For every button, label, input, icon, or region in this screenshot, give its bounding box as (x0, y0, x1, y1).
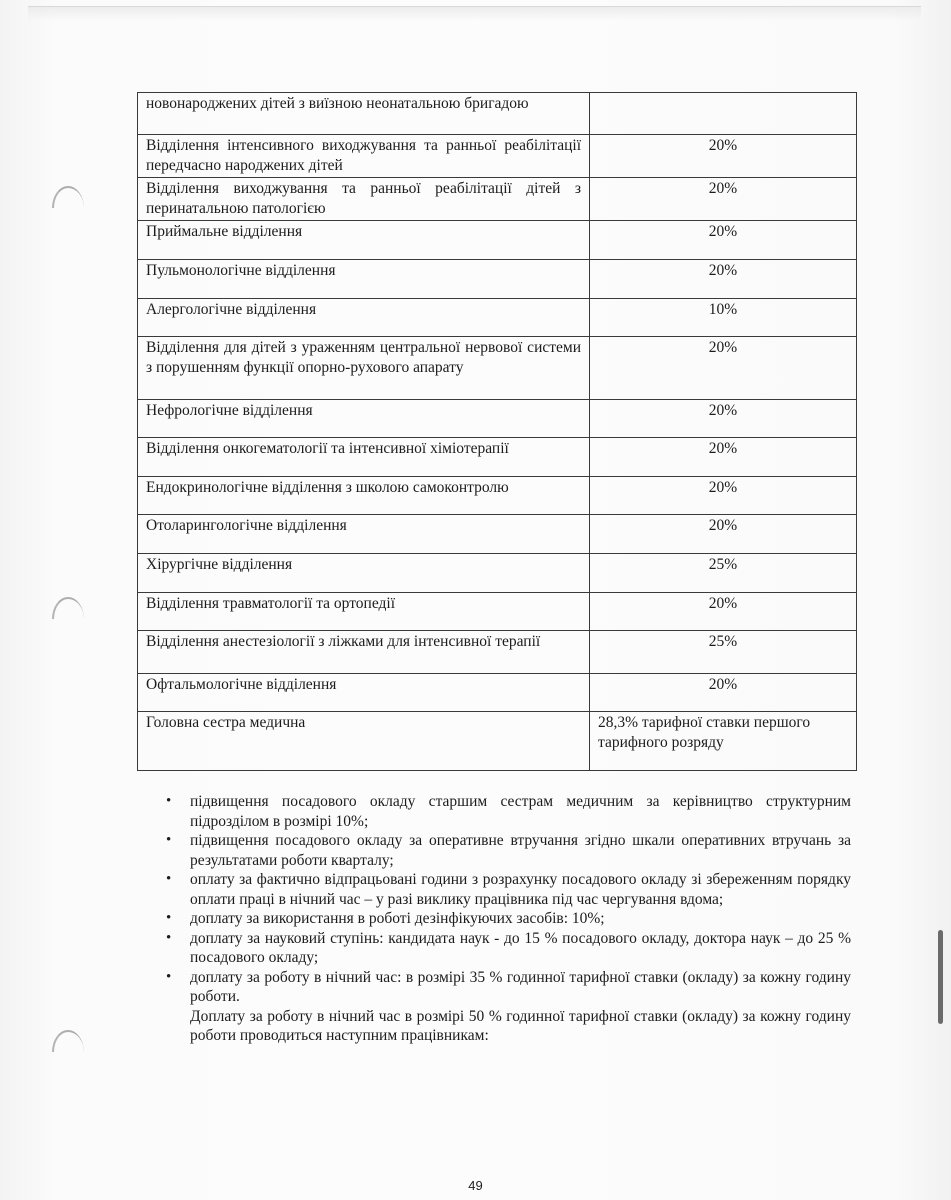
table-row (138, 400, 857, 438)
bullet-symbol: • (166, 910, 172, 926)
punch-hole-bottom (52, 1030, 84, 1052)
table-row (138, 135, 857, 178)
list-item (166, 792, 851, 831)
list-item (166, 870, 851, 909)
table-row (138, 299, 857, 337)
rate-value: 10% (590, 299, 857, 337)
department-rates-table (137, 92, 857, 771)
list-item-text: підвищення посадового окладу за оперативне втручання згідно шкали оперативних втручань за результатами роботи кварталу; (190, 832, 851, 869)
department-name: Відділення травматології та ортопедії (138, 593, 590, 631)
rate-value: 20% (590, 337, 857, 400)
department-name: Офтальмологічне відділення (138, 674, 590, 712)
department-name: Алергологічне відділення (138, 299, 590, 337)
department-name: Ендокринологічне відділення з школою самоконтролю (138, 477, 590, 515)
rate-value: 20% (590, 135, 857, 178)
table-row (138, 260, 857, 299)
table-row (138, 593, 857, 631)
department-name: Відділення виходжування та ранньої реабілітації дітей з перинатальною патологією (138, 178, 590, 221)
rate-value: 20% (590, 260, 857, 299)
department-name: Хірургічне відділення (138, 554, 590, 593)
rate-value: 20% (590, 477, 857, 515)
table-row (138, 554, 857, 593)
table-row (138, 674, 857, 712)
rate-value: 25% (590, 631, 857, 674)
rate-value (590, 93, 857, 135)
rate-value: 20% (590, 593, 857, 631)
table-row (138, 712, 857, 771)
department-name: Отоларингологічне відділення (138, 515, 590, 554)
table-row (138, 438, 857, 477)
department-name: Приймальне відділення (138, 221, 590, 260)
rate-value: 28,3% тарифної ставки першого тарифного розряду (590, 712, 857, 771)
bullet-symbol: • (166, 929, 172, 946)
table-row (138, 93, 857, 135)
rate-value: 20% (590, 400, 857, 438)
list-item-text: доплату за роботу в нічний час: в розмірі 35 % годинної тарифної ставки (окладу) за кожну годину роботи. (190, 968, 851, 1005)
department-name: Відділення для дітей з ураженням центральної нервової системи з порушенням функції опорно-рухового апарату (138, 337, 590, 400)
rate-value: 20% (590, 221, 857, 260)
table-row (138, 337, 857, 400)
list-item (166, 968, 851, 1046)
table-row (138, 631, 857, 674)
table-row (138, 178, 857, 221)
department-name: новонароджених дітей з виїзною неонатальною бригадою (138, 93, 590, 135)
department-name: Відділення анестезіології з ліжками для інтенсивної терапії (138, 631, 590, 674)
page-number: 49 (468, 1178, 483, 1193)
list-item (166, 831, 851, 870)
list-item (166, 909, 851, 929)
scrollbar-thumb[interactable] (938, 930, 943, 1024)
rate-value: 20% (590, 515, 857, 554)
rate-value: 25% (590, 554, 857, 593)
payment-terms-list (166, 792, 851, 1046)
department-name: Відділення онкогематології та інтенсивної хіміотерапії (138, 438, 590, 477)
rate-value: 20% (590, 674, 857, 712)
department-name: Пульмонологічне відділення (138, 260, 590, 299)
department-name: Відділення інтенсивного виходжування та ранньої реабілітації передчасно народжених дітей (138, 135, 590, 178)
bullet-symbol: • (166, 793, 172, 809)
table-row (138, 477, 857, 515)
punch-hole-middle (52, 597, 84, 619)
rate-value: 20% (590, 178, 857, 221)
table-row (138, 515, 857, 554)
punch-hole-top (52, 186, 84, 208)
rate-value: 20% (590, 438, 857, 477)
department-name: Нефрологічне відділення (138, 400, 590, 438)
table-row (138, 221, 857, 260)
list-item-text: доплату за науковий ступінь: кандидата наук - до 15 % посадового окладу, доктора наук – до 25 % посадового окладу; (190, 929, 851, 966)
list-item-text: оплату за фактично відпрацьовані години з розрахунку посадового окладу зі збереженням порядку оплати праці в нічний час – у разі виклику працівника під час чергування вдома; (190, 871, 851, 908)
page-top-edge (28, 6, 921, 21)
list-item-continuation: Доплату за роботу в нічний час в розмірі 50 % годинної тарифної ставки (окладу) за кожну годину роботи проводиться наступним працівникам: (190, 1007, 851, 1044)
list-item (166, 929, 851, 968)
department-name: Головна сестра медична (138, 712, 590, 771)
list-item-text: підвищення посадового окладу старшим сестрам медичним за керівництво структурним підрозділом в розмірі 10%; (190, 793, 851, 830)
list-item-text: доплату за використання в роботі дезінфікуючих засобів: 10%; (190, 910, 605, 927)
bullet-symbol: • (166, 832, 172, 848)
bullet-symbol: • (166, 968, 172, 985)
bullet-symbol: • (166, 871, 172, 887)
